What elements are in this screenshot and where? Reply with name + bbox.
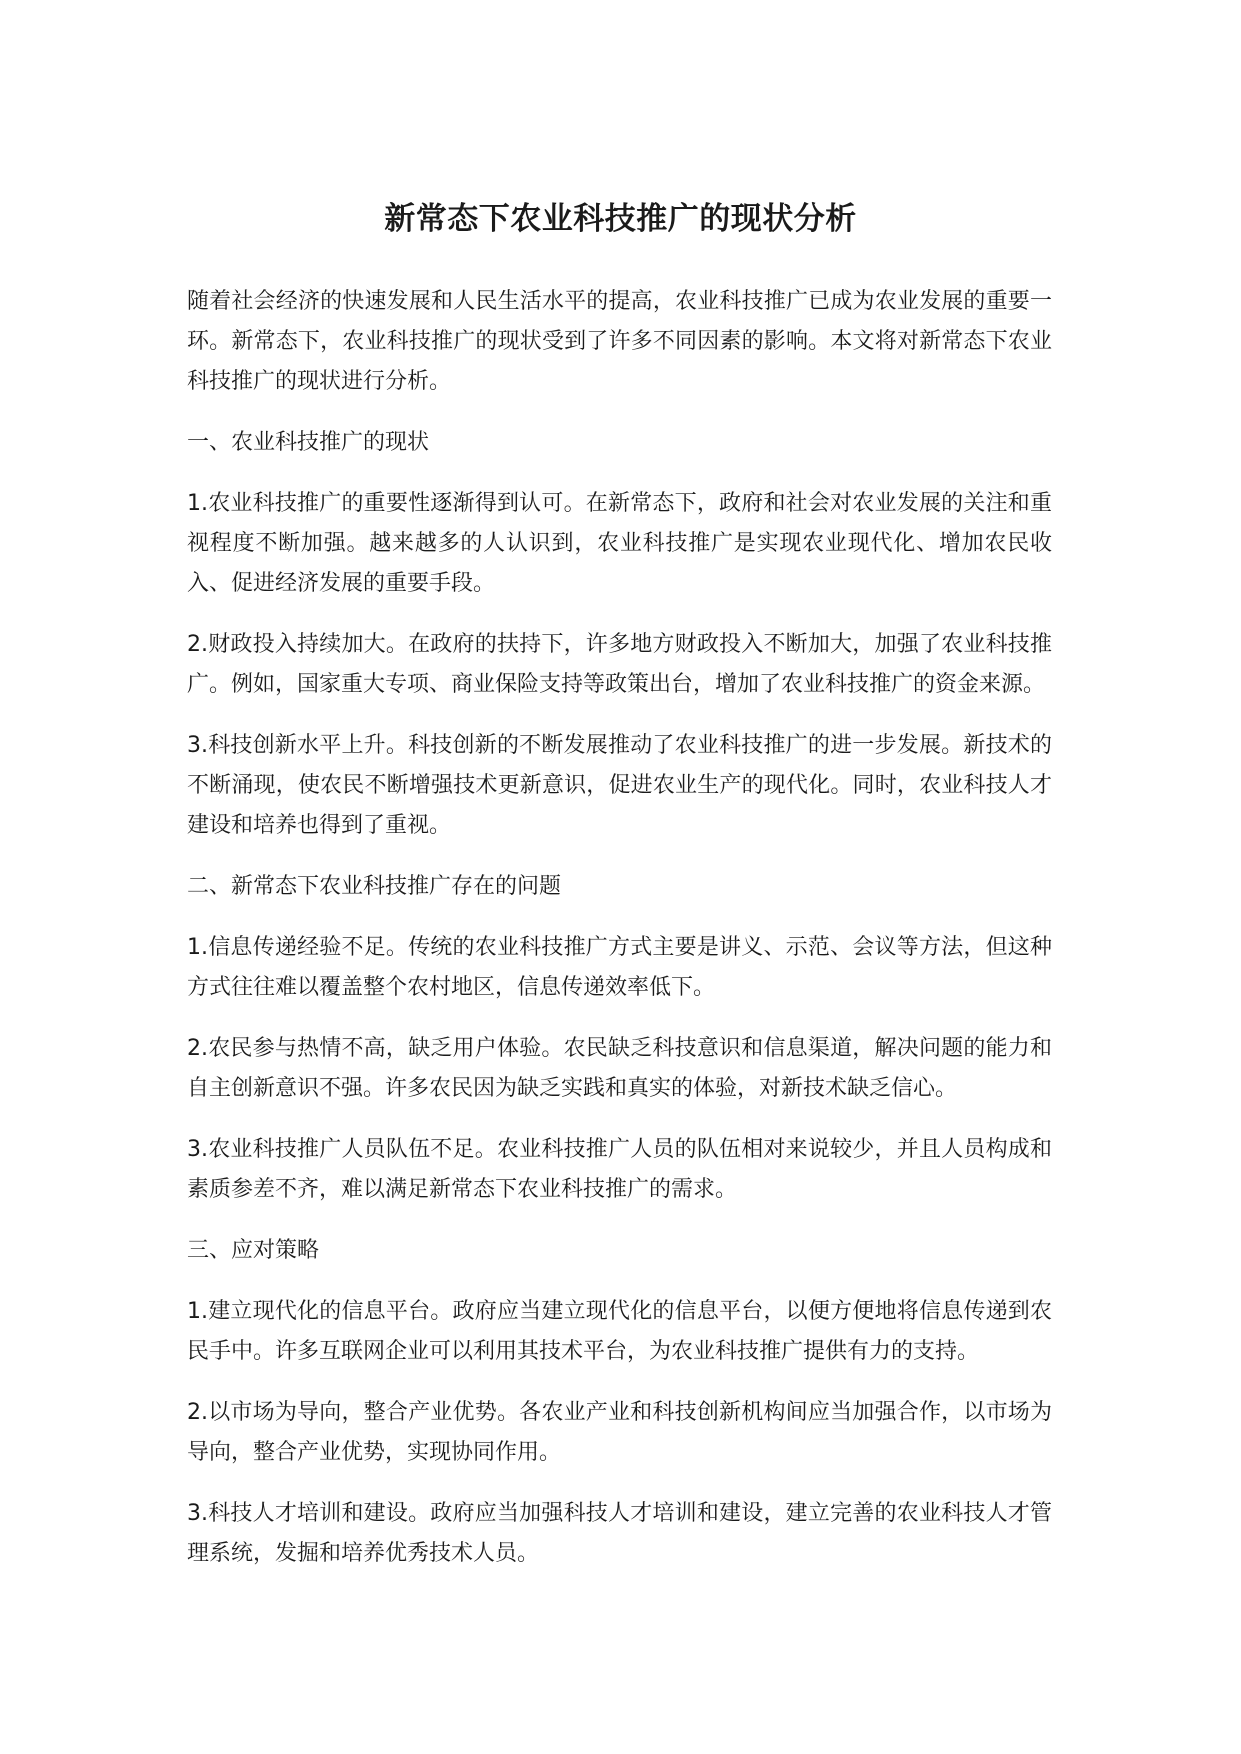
- section-2-item-3: 3.农业科技推广人员队伍不足。农业科技推广人员的队伍相对来说较少，并且人员构成和素质参差不齐，难以满足新常态下农业科技推广的需求。: [187, 1137, 1052, 1202]
- section-1-item-1: 1.农业科技推广的重要性逐渐得到认可。在新常态下，政府和社会对农业发展的关注和重视程度不断加强。越来越多的人认识到，农业科技推广是实现农业现代化、增加农民收入、促进经济发展的重要手段。: [187, 491, 1052, 596]
- section-heading-2: 二、新常态下农业科技推广存在的问题: [187, 874, 562, 899]
- intro-paragraph: 随着社会经济的快速发展和人民生活水平的提高，农业科技推广已成为农业发展的重要一环。新常态下，农业科技推广的现状受到了许多不同因素的影响。本文将对新常态下农业科技推广的现状进行分析。: [187, 289, 1052, 394]
- document-body: [187, 282, 1052, 1574]
- section-2-item-2: 2.农民参与热情不高，缺乏用户体验。农民缺乏科技意识和信息渠道，解决问题的能力和自主创新意识不强。许多农民因为缺乏实践和真实的体验，对新技术缺乏信心。: [187, 1036, 1052, 1101]
- page-title: 新常态下农业科技推广的现状分析: [384, 200, 857, 237]
- section-1-item-2: 2.财政投入持续加大。在政府的扶持下，许多地方财政投入不断加大，加强了农业科技推广。例如，国家重大专项、商业保险支持等政策出台，增加了农业科技推广的资金来源。: [187, 632, 1052, 697]
- section-heading-1: 一、农业科技推广的现状: [187, 430, 430, 455]
- section-1-item-3: 3.科技创新水平上升。科技创新的不断发展推动了农业科技推广的进一步发展。新技术的不断涌现，使农民不断增强技术更新意识，促进农业生产的现代化。同时，农业科技人才建设和培养也得到了重视。: [187, 733, 1052, 838]
- section-2-item-1: 1.信息传递经验不足。传统的农业科技推广方式主要是讲义、示范、会议等方法，但这种方式往往难以覆盖整个农村地区，信息传递效率低下。: [187, 935, 1052, 1000]
- section-3-item-2: 2.以市场为导向，整合产业优势。各农业产业和科技创新机构间应当加强合作，以市场为导向，整合产业优势，实现协同作用。: [187, 1400, 1052, 1465]
- section-3-item-1: 1.建立现代化的信息平台。政府应当建立现代化的信息平台，以便方便地将信息传递到农民手中。许多互联网企业可以利用其技术平台，为农业科技推广提供有力的支持。: [187, 1299, 1052, 1364]
- section-3-item-3: 3.科技人才培训和建设。政府应当加强科技人才培训和建设，建立完善的农业科技人才管理系统，发掘和培养优秀技术人员。: [187, 1501, 1052, 1566]
- section-heading-3: 三、应对策略: [187, 1238, 320, 1263]
